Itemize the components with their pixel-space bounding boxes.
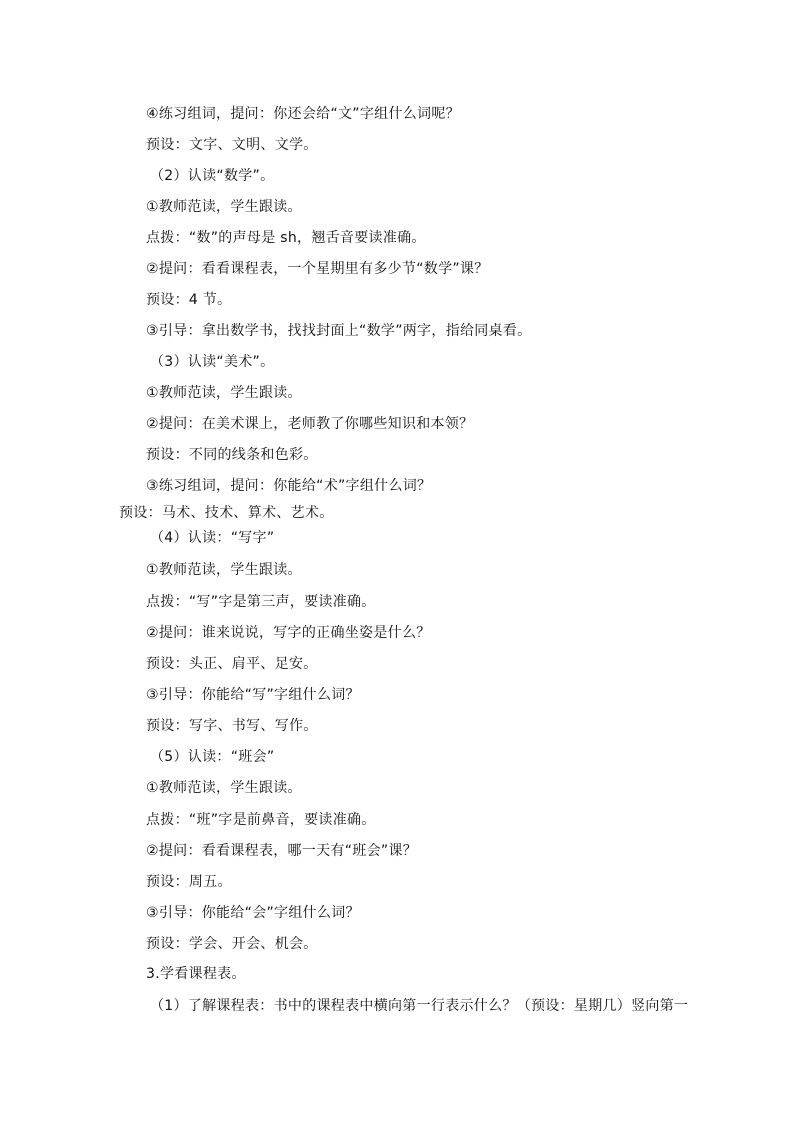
paragraph-line: ②提问：看看课程表，哪一天有“班会”课？ — [146, 843, 418, 859]
paragraph-line: 预设：学会、开会、机会。 — [146, 936, 318, 952]
paragraph-line: 预设：马术、技术、算术、艺术。 — [119, 505, 334, 521]
section-heading: 3.学看课程表。 — [146, 966, 246, 982]
paragraph-line: （1）了解课程表：书中的课程表中横向第一行表示什么？（预设：星期几）竖向第一 — [150, 998, 689, 1014]
paragraph-line: 预设：不同的线条和色彩。 — [146, 447, 318, 463]
paragraph-line: 预设：写字、书写、写作。 — [146, 718, 318, 734]
paragraph-line: ③引导：你能给“写”字组什么词？ — [146, 687, 360, 703]
paragraph-line: 预设：头正、肩平、足安。 — [146, 656, 318, 672]
paragraph-line: ①教师范读，学生跟读。 — [146, 780, 302, 796]
paragraph-line: 预设：周五。 — [146, 874, 232, 890]
paragraph-line: ③引导：拿出数学书，找找封面上“数学”两字，指给同桌看。 — [146, 323, 532, 339]
section-heading: （3）认读“美术”。 — [150, 354, 275, 370]
paragraph-line: ③引导：你能给“会”字组什么词？ — [146, 905, 360, 921]
paragraph-line: ①教师范读，学生跟读。 — [146, 199, 302, 215]
paragraph-line: 点拨：“数”的声母是 sh，翘舌音要读准确。 — [146, 230, 426, 246]
section-heading: （4）认读：“写字” — [150, 530, 275, 546]
paragraph-line: 预设：4 节。 — [146, 292, 232, 308]
paragraph-line: ③练习组词，提问：你能给“术”字组什么词？ — [146, 478, 432, 494]
paragraph-line: 点拨：“班”字是前鼻音，要读准确。 — [146, 812, 376, 828]
paragraph-line: ②提问：看看课程表，一个星期里有多少节“数学”课？ — [146, 261, 489, 277]
paragraph-line: ②提问：谁来说说，写字的正确坐姿是什么？ — [146, 625, 431, 641]
paragraph-line: 点拨：“写”字是第三声，要读准确。 — [146, 594, 376, 610]
paragraph-line: ④练习组词，提问：你还会给“文”字组什么词呢？ — [146, 106, 460, 122]
section-heading: （5）认读：“班会” — [150, 749, 275, 765]
section-heading: （2）认读“数学”。 — [150, 168, 275, 184]
paragraph-line: ①教师范读，学生跟读。 — [146, 562, 302, 578]
paragraph-line: ①教师范读，学生跟读。 — [146, 385, 302, 401]
paragraph-line: 预设：文字、文明、文学。 — [146, 137, 318, 153]
paragraph-line: ②提问：在美术课上，老师教了你哪些知识和本领？ — [146, 416, 474, 432]
